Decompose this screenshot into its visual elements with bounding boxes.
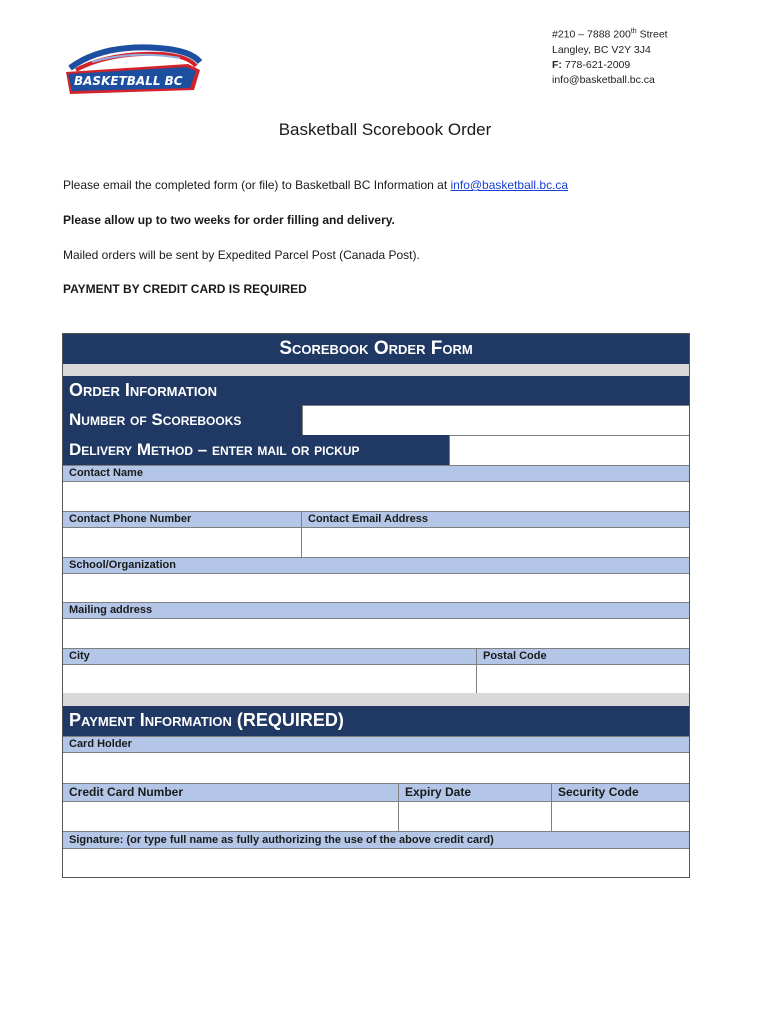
postal-code-input[interactable] (476, 665, 689, 693)
contact-email-input[interactable] (301, 528, 689, 557)
delivery-method-input[interactable] (449, 435, 689, 465)
expiry-date-label: Expiry Date (398, 784, 551, 801)
signature-input[interactable] (63, 849, 689, 877)
number-of-scorebooks-label: Number of Scorebooks (63, 405, 302, 435)
logo-graphic (62, 40, 204, 98)
fax-label: F: (552, 58, 562, 71)
security-code-input[interactable] (551, 802, 689, 831)
mailing-label-row (63, 602, 689, 619)
contact-name-input[interactable] (63, 482, 689, 511)
signature-label: Signature: (or type full name as fully authorizing the use of the above credit card) (69, 834, 494, 846)
contact-phone-email-label-row (63, 511, 689, 528)
number-of-scorebooks-input[interactable] (302, 405, 689, 435)
card-details-label-row (63, 783, 689, 802)
mailing-address-label: Mailing address (69, 604, 153, 616)
allow-note: Please allow up to two weeks for order filling and delivery. (63, 213, 395, 227)
mailed-note: Mailed orders will be sent by Expedited Parcel Post (Canada Post). (63, 248, 420, 262)
credit-card-number-label: Credit Card Number (69, 785, 184, 799)
city-input[interactable] (63, 665, 476, 693)
address-street-tail: Street (636, 28, 668, 41)
order-information-header: Order Information (63, 376, 689, 405)
card-details-input-row (63, 802, 689, 831)
contact-phone-input[interactable] (63, 528, 301, 557)
contact-email-label: Contact Email Address (301, 512, 689, 527)
card-holder-label: Card Holder (69, 738, 132, 750)
card-holder-label-row (63, 736, 689, 753)
school-label-row (63, 557, 689, 574)
spacer-band-2 (63, 693, 689, 706)
form-banner: Scorebook Order Form (63, 334, 689, 364)
signature-label-row (63, 831, 689, 849)
contact-phone-email-input-row (63, 528, 689, 557)
address-line-1 (552, 24, 668, 43)
postal-code-label: Postal Code (476, 649, 689, 664)
card-holder-input[interactable] (63, 753, 689, 783)
school-label: School/Organization (69, 559, 176, 571)
address-line-2: Langley, BC V2Y 3J4 (552, 43, 651, 56)
payment-section-title: Payment Information (69, 710, 232, 730)
mailing-address-input[interactable] (63, 619, 689, 648)
payment-required-label: (REQUIRED) (236, 710, 344, 730)
basketball-bc-logo (62, 40, 204, 98)
intro-text: Please email the completed form (or file) to Basketball BC Information at (63, 178, 451, 192)
scorebook-order-form (62, 333, 690, 878)
number-of-scorebooks-row (63, 405, 689, 435)
email-link[interactable]: info@basketball.bc.ca (450, 178, 569, 192)
security-code-label: Security Code (551, 784, 689, 801)
city-postal-input-row (63, 665, 689, 693)
school-input[interactable] (63, 574, 689, 602)
contact-phone-label: Contact Phone Number (69, 513, 192, 525)
city-label: City (69, 650, 90, 662)
document-title: Basketball Scorebook Order (278, 120, 492, 139)
address-block (552, 24, 668, 88)
delivery-method-label: Delivery Method – enter mail or pickup (63, 435, 449, 465)
payment-information-header (63, 706, 689, 736)
city-postal-label-row (63, 648, 689, 665)
intro-paragraph (63, 178, 568, 192)
credit-card-number-input[interactable] (63, 802, 398, 831)
contact-name-label-row (63, 465, 689, 482)
address-superscript: th (630, 28, 637, 35)
fax-line (552, 58, 668, 73)
expiry-date-input[interactable] (398, 802, 551, 831)
spacer-band (63, 364, 689, 376)
logo-wordmark: BASKETBALL BC (74, 74, 183, 88)
fax-number: 778-621-2009 (561, 58, 631, 71)
delivery-method-row (63, 435, 689, 465)
payment-required-note: PAYMENT BY CREDIT CARD IS REQUIRED (63, 282, 307, 296)
header-email: info@basketball.bc.ca (552, 73, 655, 86)
address-street-number: #210 – 7888 200 (552, 28, 631, 41)
contact-name-label: Contact Name (69, 467, 143, 479)
